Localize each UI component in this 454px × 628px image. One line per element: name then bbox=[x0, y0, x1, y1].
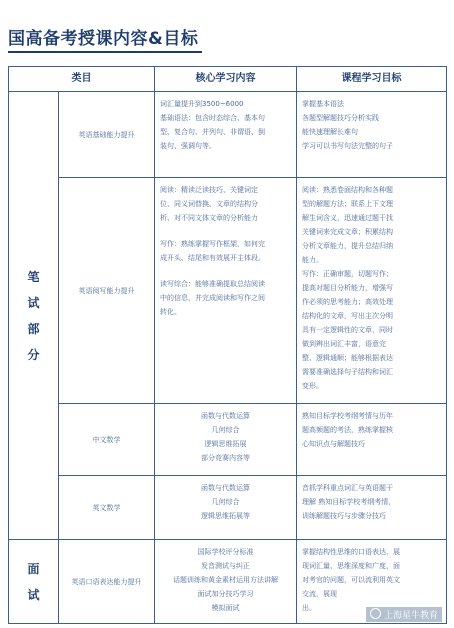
content-line: 国际学校评分标准 bbox=[197, 548, 254, 556]
goal-line: 写作：正确审题，切题写作； bbox=[302, 270, 393, 278]
goal-line: 熟知目标学校考纲考情与历年 bbox=[302, 412, 393, 420]
content-line: 基础语法：包含时态综合、基本句 bbox=[160, 114, 265, 122]
watermark-text: 上海星牛教育 bbox=[383, 611, 438, 621]
table-row bbox=[9, 92, 447, 178]
goal-line: 题高频题的考法，熟练掌握核 bbox=[302, 426, 393, 434]
content-line: 几何综合 bbox=[211, 426, 240, 434]
content-line: 写作：熟练掌握写作框架，如何完 bbox=[160, 240, 265, 248]
goals-english-math bbox=[297, 476, 447, 540]
section-char: 部 bbox=[27, 321, 40, 336]
spacer bbox=[160, 225, 291, 237]
table-row bbox=[9, 178, 447, 404]
goals-chinese-math bbox=[297, 404, 447, 476]
goal-line: 做到辨出词汇丰富，语意完 bbox=[302, 340, 386, 348]
content-line: 逻辑思维拓展 bbox=[204, 440, 247, 448]
content-line: 函数与代数运算 bbox=[201, 412, 250, 420]
section-char: 分 bbox=[27, 347, 40, 362]
section-char: 面 bbox=[27, 561, 40, 576]
goals-english-basics bbox=[297, 92, 447, 178]
goal-line: 结构化的文章，写出主次分明 bbox=[302, 312, 393, 320]
content-line: 面试加分技巧学习 bbox=[197, 590, 254, 598]
header-core-content: 核心学习内容 bbox=[155, 67, 297, 92]
subject-english-speaking: 英语口语表达能力提升 bbox=[59, 540, 155, 624]
content-line: 阅读：精读泛读技巧、关键词定 bbox=[160, 186, 258, 194]
content-line: 装句、强调句等。 bbox=[160, 142, 216, 150]
title-underline bbox=[8, 51, 202, 53]
section-char: 试 bbox=[27, 295, 40, 310]
goal-line: 分析文章能力，提升总结归纳 bbox=[302, 242, 393, 250]
content-line: 函数与代数运算 bbox=[201, 484, 250, 492]
goal-line: 能快速理解长难句 bbox=[302, 128, 358, 136]
table-row bbox=[9, 476, 447, 540]
goals-english-reading-writing bbox=[297, 178, 447, 404]
goal-line: 对考官的问题，可以流利用英文 bbox=[302, 576, 400, 584]
goal-line: 提高对题目分析能力，增强写 bbox=[302, 284, 393, 292]
goal-line: 关键词来完成文章；积累结构 bbox=[302, 228, 393, 236]
watermark bbox=[366, 607, 442, 622]
goal-line: 掌握基本语法 bbox=[302, 100, 344, 108]
content-chinese-math bbox=[155, 404, 297, 476]
content-line: 成开头、结尾和有效展开主体段。 bbox=[160, 254, 265, 262]
subject-english-basics: 英语基础能力提升 bbox=[59, 92, 155, 178]
spacer bbox=[160, 265, 291, 277]
goal-line: 各题型解题技巧分析实践 bbox=[302, 114, 379, 122]
table-header-row bbox=[9, 67, 447, 92]
header-category: 类目 bbox=[9, 67, 155, 92]
subject-chinese-math: 中文数学 bbox=[59, 404, 155, 476]
section-char: 试 bbox=[27, 587, 40, 602]
subject-english-reading-writing: 英语阅写能力提升 bbox=[59, 178, 155, 404]
page-title: 国高备考授课内容&目标 bbox=[8, 29, 199, 49]
content-english-reading-writing bbox=[155, 178, 297, 404]
content-line: 位、同义词替换、文章的结构分 bbox=[160, 200, 258, 208]
goal-line: 具有一定逻辑性的文章，同时 bbox=[302, 326, 393, 334]
section-interview bbox=[9, 540, 59, 624]
goal-line: 阅读：熟悉卷面结构和各种题 bbox=[302, 186, 393, 194]
content-line: 逻辑思维拓展等 bbox=[201, 512, 250, 520]
content-line: 析、对不同文体文章的分析能力 bbox=[160, 214, 258, 222]
goal-line: 现词汇量、思维深度和广度，面 bbox=[302, 562, 400, 570]
content-line: 几何综合 bbox=[211, 498, 240, 506]
content-english-math bbox=[155, 476, 297, 540]
section-written-exam bbox=[9, 92, 59, 540]
content-english-basics bbox=[155, 92, 297, 178]
content-line: 部分竞赛内容等 bbox=[201, 454, 250, 462]
content-english-speaking bbox=[155, 540, 297, 624]
content-line: 读写综合：能够准确提取总结阅读 bbox=[160, 280, 265, 288]
goal-line: 学习可以书写句法完整的句子 bbox=[302, 142, 393, 150]
header-course-goals: 课程学习目标 bbox=[297, 67, 447, 92]
content-line: 中的信息，并完成阅读和写作之间 bbox=[160, 294, 265, 302]
goal-line: 作必须的思考能力；高效处理 bbox=[302, 298, 393, 306]
goal-line: 能力。 bbox=[302, 256, 323, 264]
content-line: 发音测试与纠正 bbox=[201, 562, 250, 570]
goal-line: 交流，展现 bbox=[302, 590, 337, 598]
goal-line: 变形。 bbox=[302, 382, 323, 390]
goal-line: 音抓学科重点词汇与英语题干 bbox=[302, 484, 393, 492]
content-line: 话题训练和黄金素材运用方法讲解 bbox=[173, 576, 278, 584]
content-line: 词汇量提升到3500~6000 bbox=[160, 100, 244, 108]
content-line: 转化。 bbox=[160, 308, 181, 316]
content-line: 型、复合句、并列句、非谓语、倒 bbox=[160, 128, 265, 136]
goal-line: 掌握结构性思维的口语表达，展 bbox=[302, 548, 400, 556]
goal-line: 型的解题方法；联系上下文理 bbox=[302, 200, 393, 208]
brand-logo-icon bbox=[370, 608, 381, 619]
goal-line: 理解 熟知目标学校考纲考情， bbox=[302, 498, 396, 506]
course-table bbox=[8, 66, 447, 624]
subject-english-math: 英文数学 bbox=[59, 476, 155, 540]
goal-line: 出。 bbox=[302, 604, 316, 612]
goal-line: 整、逻辑通顺；能够根据表达 bbox=[302, 354, 393, 362]
goal-line: 解生词含义，迅速通过题干找 bbox=[302, 214, 393, 222]
table-row bbox=[9, 404, 447, 476]
section-char: 笔 bbox=[27, 269, 40, 284]
goal-line: 需要准确选择句子结构和词汇 bbox=[302, 368, 393, 376]
content-line: 模拟面试 bbox=[211, 604, 240, 612]
goal-line: 心知识点与解题技巧 bbox=[302, 440, 365, 448]
goal-line: 训练解题技巧与步骤分技巧 bbox=[302, 512, 386, 520]
